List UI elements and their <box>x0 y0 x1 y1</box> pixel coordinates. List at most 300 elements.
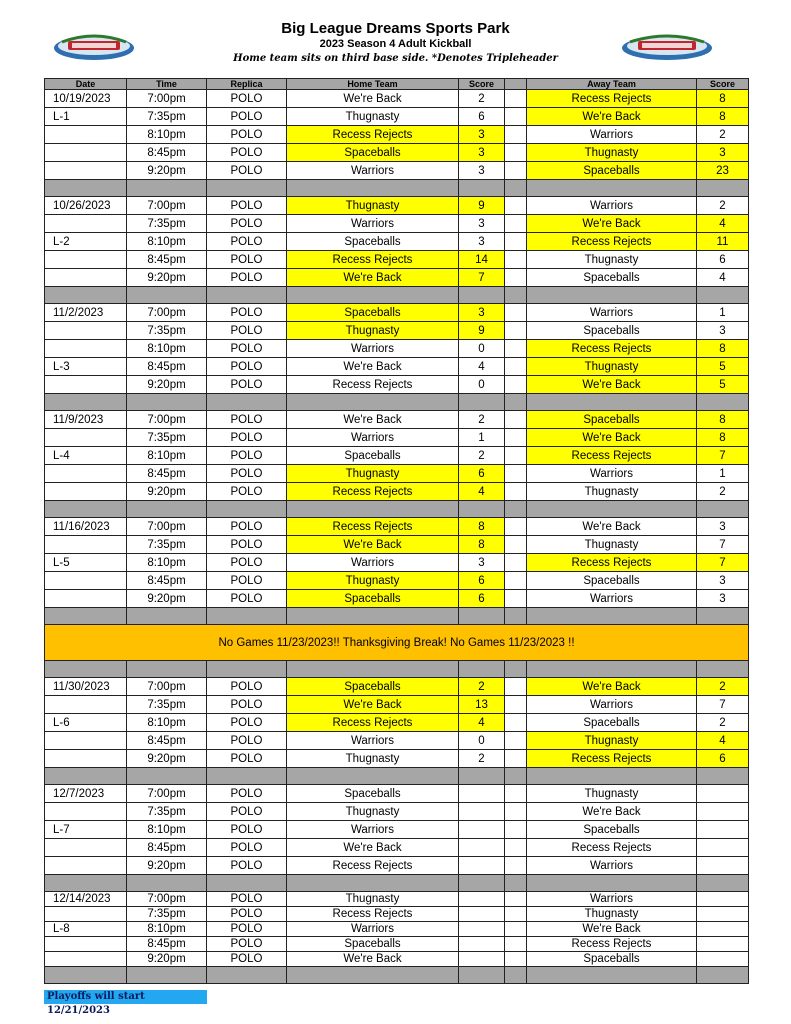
spacer-cell <box>505 732 527 750</box>
away-team: Spaceballs <box>527 821 697 839</box>
spacer-cell <box>505 411 527 429</box>
game-time: 7:35pm <box>127 536 207 554</box>
home-team: Recess Rejects <box>287 376 459 394</box>
game-field: POLO <box>207 857 287 875</box>
home-team: Spaceballs <box>287 785 459 803</box>
separator-cell <box>127 501 207 518</box>
game-field: POLO <box>207 162 287 180</box>
game-date <box>45 750 127 768</box>
away-score: 23 <box>697 162 749 180</box>
separator-cell <box>505 768 527 785</box>
game-date <box>45 322 127 340</box>
game-row <box>45 750 749 768</box>
spacer-cell <box>505 90 527 108</box>
home-score: 14 <box>459 251 505 269</box>
game-date: 12/7/2023 <box>45 785 127 803</box>
game-field: POLO <box>207 922 287 937</box>
game-row <box>45 678 749 696</box>
spacer-cell <box>505 447 527 465</box>
game-field: POLO <box>207 892 287 907</box>
spacer-cell <box>505 696 527 714</box>
home-team: Spaceballs <box>287 590 459 608</box>
separator-cell <box>697 608 749 625</box>
game-time: 8:10pm <box>127 821 207 839</box>
game-date: L-2 <box>45 233 127 251</box>
game-field: POLO <box>207 233 287 251</box>
spacer-cell <box>505 785 527 803</box>
spacer-cell <box>505 590 527 608</box>
separator-cell <box>207 501 287 518</box>
game-time: 9:20pm <box>127 590 207 608</box>
separator-cell <box>697 768 749 785</box>
game-date <box>45 465 127 483</box>
game-date <box>45 376 127 394</box>
game-time: 8:10pm <box>127 340 207 358</box>
home-score: 2 <box>459 411 505 429</box>
game-row <box>45 144 749 162</box>
away-team: We're Back <box>527 215 697 233</box>
home-team: Thugnasty <box>287 197 459 215</box>
game-time: 7:00pm <box>127 785 207 803</box>
game-row <box>45 340 749 358</box>
game-time: 8:45pm <box>127 732 207 750</box>
header-note: Home team sits on third base side. *Denotes Tripleheader <box>233 53 558 64</box>
away-team: Recess Rejects <box>527 937 697 952</box>
separator-cell <box>697 287 749 304</box>
away-team: Spaceballs <box>527 952 697 967</box>
game-row <box>45 803 749 821</box>
away-team: We're Back <box>527 429 697 447</box>
home-score <box>459 785 505 803</box>
home-team: Spaceballs <box>287 678 459 696</box>
separator-cell <box>287 287 459 304</box>
spacer-cell <box>505 358 527 376</box>
game-field: POLO <box>207 215 287 233</box>
game-field: POLO <box>207 803 287 821</box>
away-team: We're Back <box>527 922 697 937</box>
column-header: Replica <box>207 79 287 90</box>
away-team: We're Back <box>527 108 697 126</box>
home-team: We're Back <box>287 269 459 287</box>
holiday-notice-row <box>45 625 749 661</box>
away-score <box>697 937 749 952</box>
home-team: Warriors <box>287 554 459 572</box>
game-row <box>45 108 749 126</box>
game-field: POLO <box>207 678 287 696</box>
game-time: 9:20pm <box>127 162 207 180</box>
away-score: 3 <box>697 572 749 590</box>
home-score: 0 <box>459 340 505 358</box>
game-field: POLO <box>207 251 287 269</box>
game-date <box>45 696 127 714</box>
spacer-cell <box>505 572 527 590</box>
game-field: POLO <box>207 518 287 536</box>
game-date <box>45 429 127 447</box>
away-team: Spaceballs <box>527 322 697 340</box>
away-team: Warriors <box>527 590 697 608</box>
away-score <box>697 803 749 821</box>
away-score: 7 <box>697 536 749 554</box>
game-time: 7:00pm <box>127 892 207 907</box>
away-score <box>697 785 749 803</box>
away-team: Warriors <box>527 465 697 483</box>
away-team: Thugnasty <box>527 732 697 750</box>
away-score: 1 <box>697 465 749 483</box>
spacer-cell <box>505 304 527 322</box>
game-row <box>45 785 749 803</box>
week-separator-row <box>45 967 749 984</box>
game-field: POLO <box>207 839 287 857</box>
season-subtitle: 2023 Season 4 Adult Kickball <box>319 38 472 50</box>
away-score: 8 <box>697 429 749 447</box>
away-team: Recess Rejects <box>527 447 697 465</box>
game-row <box>45 233 749 251</box>
game-date: 11/16/2023 <box>45 518 127 536</box>
separator-cell <box>697 967 749 984</box>
game-date <box>45 536 127 554</box>
spacer-cell <box>505 197 527 215</box>
away-team: Warriors <box>527 126 697 144</box>
spacer-cell <box>505 215 527 233</box>
separator-cell <box>459 287 505 304</box>
game-date: 12/14/2023 <box>45 892 127 907</box>
week-separator-row <box>45 180 749 197</box>
holiday-notice: No Games 11/23/2023!! Thanksgiving Break! No Games 11/23/2023 !! <box>45 625 749 661</box>
away-team: Recess Rejects <box>527 233 697 251</box>
game-row <box>45 483 749 501</box>
game-time: 7:00pm <box>127 197 207 215</box>
spacer-cell <box>505 233 527 251</box>
game-field: POLO <box>207 952 287 967</box>
separator-cell <box>127 967 207 984</box>
game-time: 7:35pm <box>127 907 207 922</box>
away-team: We're Back <box>527 518 697 536</box>
away-team: Thugnasty <box>527 251 697 269</box>
away-team: Recess Rejects <box>527 839 697 857</box>
game-field: POLO <box>207 750 287 768</box>
game-time: 9:20pm <box>127 269 207 287</box>
game-time: 7:00pm <box>127 90 207 108</box>
separator-cell <box>45 394 127 411</box>
game-field: POLO <box>207 465 287 483</box>
separator-cell <box>207 608 287 625</box>
game-row <box>45 322 749 340</box>
separator-cell <box>127 768 207 785</box>
home-team: Recess Rejects <box>287 483 459 501</box>
game-date <box>45 572 127 590</box>
game-time: 8:45pm <box>127 572 207 590</box>
home-team: We're Back <box>287 839 459 857</box>
header-row <box>45 79 749 90</box>
separator-cell <box>287 608 459 625</box>
game-field: POLO <box>207 197 287 215</box>
home-team: Spaceballs <box>287 937 459 952</box>
game-row <box>45 714 749 732</box>
separator-cell <box>527 768 697 785</box>
game-time: 7:35pm <box>127 696 207 714</box>
game-row <box>45 922 749 937</box>
home-score: 8 <box>459 536 505 554</box>
game-row <box>45 821 749 839</box>
game-row <box>45 536 749 554</box>
game-time: 8:10pm <box>127 126 207 144</box>
spacer-cell <box>505 269 527 287</box>
game-time: 7:35pm <box>127 108 207 126</box>
home-team: Spaceballs <box>287 304 459 322</box>
home-score <box>459 803 505 821</box>
away-score <box>697 839 749 857</box>
separator-cell <box>697 875 749 892</box>
away-team: Warriors <box>527 304 697 322</box>
home-team: We're Back <box>287 411 459 429</box>
game-field: POLO <box>207 269 287 287</box>
home-team: Warriors <box>287 429 459 447</box>
home-team: Thugnasty <box>287 892 459 907</box>
separator-cell <box>505 287 527 304</box>
home-team: Recess Rejects <box>287 857 459 875</box>
schedule-table <box>44 78 749 984</box>
game-row <box>45 197 749 215</box>
separator-cell <box>45 180 127 197</box>
away-team: Recess Rejects <box>527 340 697 358</box>
away-score <box>697 952 749 967</box>
game-field: POLO <box>207 483 287 501</box>
spacer-cell <box>505 126 527 144</box>
game-date <box>45 144 127 162</box>
separator-cell <box>287 768 459 785</box>
home-team: Recess Rejects <box>287 126 459 144</box>
game-field: POLO <box>207 144 287 162</box>
separator-cell <box>505 875 527 892</box>
away-team: We're Back <box>527 376 697 394</box>
away-team: Spaceballs <box>527 411 697 429</box>
game-time: 8:45pm <box>127 465 207 483</box>
game-row <box>45 839 749 857</box>
spacer-cell <box>505 678 527 696</box>
separator-cell <box>527 394 697 411</box>
away-team: Spaceballs <box>527 572 697 590</box>
away-score <box>697 907 749 922</box>
home-team: Warriors <box>287 162 459 180</box>
schedule-body <box>45 90 749 984</box>
game-time: 9:20pm <box>127 857 207 875</box>
home-score: 4 <box>459 483 505 501</box>
week-separator-row <box>45 394 749 411</box>
away-score: 1 <box>697 304 749 322</box>
column-header: Date <box>45 79 127 90</box>
home-team: Warriors <box>287 732 459 750</box>
home-team: Warriors <box>287 922 459 937</box>
home-score: 6 <box>459 108 505 126</box>
spacer-cell <box>505 857 527 875</box>
spacer-cell <box>505 821 527 839</box>
game-time: 8:45pm <box>127 839 207 857</box>
game-field: POLO <box>207 358 287 376</box>
away-score: 3 <box>697 322 749 340</box>
game-row <box>45 162 749 180</box>
week-separator-row <box>45 287 749 304</box>
home-team: Recess Rejects <box>287 518 459 536</box>
game-time: 8:45pm <box>127 144 207 162</box>
game-date <box>45 215 127 233</box>
spacer-cell <box>505 892 527 907</box>
separator-cell <box>697 394 749 411</box>
spacer-cell <box>505 322 527 340</box>
separator-cell <box>127 287 207 304</box>
home-team: Thugnasty <box>287 108 459 126</box>
game-row <box>45 411 749 429</box>
away-score <box>697 922 749 937</box>
game-date <box>45 162 127 180</box>
away-team: Warriors <box>527 696 697 714</box>
home-score: 6 <box>459 572 505 590</box>
home-score: 3 <box>459 162 505 180</box>
game-time: 7:35pm <box>127 322 207 340</box>
home-score: 3 <box>459 215 505 233</box>
separator-cell <box>207 180 287 197</box>
away-team: Thugnasty <box>527 483 697 501</box>
home-team: Thugnasty <box>287 322 459 340</box>
game-time: 8:45pm <box>127 358 207 376</box>
home-score: 6 <box>459 590 505 608</box>
game-date <box>45 937 127 952</box>
home-score: 3 <box>459 304 505 322</box>
away-score: 4 <box>697 269 749 287</box>
separator-cell <box>459 661 505 678</box>
home-team: We're Back <box>287 90 459 108</box>
home-team: We're Back <box>287 696 459 714</box>
game-row <box>45 696 749 714</box>
game-field: POLO <box>207 937 287 952</box>
game-time: 8:45pm <box>127 251 207 269</box>
separator-cell <box>45 875 127 892</box>
separator-cell <box>459 394 505 411</box>
game-date: 11/9/2023 <box>45 411 127 429</box>
away-score: 2 <box>697 714 749 732</box>
game-date <box>45 857 127 875</box>
home-team: Thugnasty <box>287 750 459 768</box>
home-team: Recess Rejects <box>287 714 459 732</box>
game-field: POLO <box>207 572 287 590</box>
game-row <box>45 465 749 483</box>
separator-cell <box>45 287 127 304</box>
away-score: 7 <box>697 447 749 465</box>
column-header <box>505 79 527 90</box>
game-field: POLO <box>207 429 287 447</box>
separator-cell <box>207 287 287 304</box>
game-time: 8:10pm <box>127 554 207 572</box>
game-row <box>45 126 749 144</box>
separator-cell <box>287 180 459 197</box>
away-score: 7 <box>697 554 749 572</box>
away-score: 8 <box>697 340 749 358</box>
game-time: 8:10pm <box>127 922 207 937</box>
separator-cell <box>459 875 505 892</box>
separator-cell <box>459 501 505 518</box>
separator-cell <box>505 180 527 197</box>
away-score: 2 <box>697 483 749 501</box>
game-time: 7:00pm <box>127 304 207 322</box>
home-score: 1 <box>459 429 505 447</box>
away-score: 6 <box>697 750 749 768</box>
away-team: Warriors <box>527 892 697 907</box>
game-field: POLO <box>207 696 287 714</box>
game-time: 7:00pm <box>127 518 207 536</box>
game-field: POLO <box>207 322 287 340</box>
home-score: 3 <box>459 126 505 144</box>
home-team: Thugnasty <box>287 572 459 590</box>
separator-cell <box>45 661 127 678</box>
game-row <box>45 892 749 907</box>
game-time: 8:45pm <box>127 937 207 952</box>
game-date: L-7 <box>45 821 127 839</box>
game-field: POLO <box>207 536 287 554</box>
game-time: 9:20pm <box>127 376 207 394</box>
away-score: 2 <box>697 678 749 696</box>
game-date <box>45 126 127 144</box>
away-team: We're Back <box>527 678 697 696</box>
separator-cell <box>287 501 459 518</box>
separator-cell <box>527 287 697 304</box>
separator-cell <box>45 501 127 518</box>
column-header: Time <box>127 79 207 90</box>
away-score <box>697 892 749 907</box>
game-time: 7:00pm <box>127 678 207 696</box>
home-score: 2 <box>459 447 505 465</box>
separator-cell <box>527 180 697 197</box>
page-header <box>0 0 791 78</box>
home-score <box>459 937 505 952</box>
home-score: 7 <box>459 269 505 287</box>
away-team: Thugnasty <box>527 144 697 162</box>
separator-cell <box>459 608 505 625</box>
home-score: 2 <box>459 90 505 108</box>
separator-cell <box>505 608 527 625</box>
home-score: 3 <box>459 233 505 251</box>
game-time: 7:35pm <box>127 215 207 233</box>
game-row <box>45 429 749 447</box>
game-row <box>45 215 749 233</box>
game-field: POLO <box>207 108 287 126</box>
game-row <box>45 590 749 608</box>
week-separator-row <box>45 608 749 625</box>
game-field: POLO <box>207 785 287 803</box>
game-row <box>45 376 749 394</box>
home-score: 9 <box>459 197 505 215</box>
game-date: 11/2/2023 <box>45 304 127 322</box>
away-score: 11 <box>697 233 749 251</box>
away-score: 4 <box>697 215 749 233</box>
game-date: L-5 <box>45 554 127 572</box>
separator-cell <box>287 394 459 411</box>
game-time: 8:10pm <box>127 714 207 732</box>
away-score: 5 <box>697 376 749 394</box>
game-row <box>45 857 749 875</box>
game-date <box>45 732 127 750</box>
home-score: 2 <box>459 678 505 696</box>
spacer-cell <box>505 839 527 857</box>
home-score: 4 <box>459 358 505 376</box>
game-date: L-6 <box>45 714 127 732</box>
away-score: 3 <box>697 144 749 162</box>
separator-cell <box>45 768 127 785</box>
away-score: 8 <box>697 411 749 429</box>
game-row <box>45 358 749 376</box>
game-field: POLO <box>207 340 287 358</box>
separator-cell <box>505 661 527 678</box>
away-team: We're Back <box>527 803 697 821</box>
game-date: L-1 <box>45 108 127 126</box>
